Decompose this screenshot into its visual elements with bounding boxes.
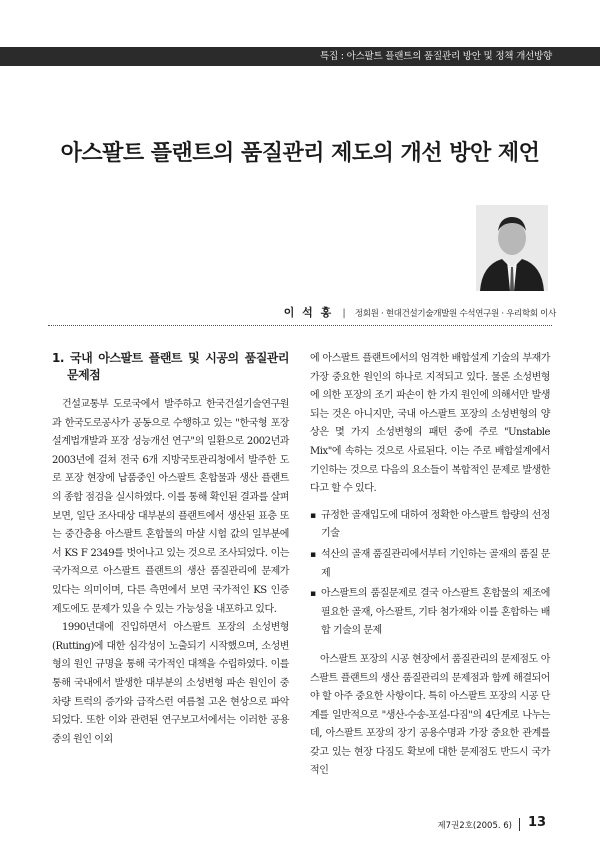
author-separator: | — [342, 308, 346, 319]
author-line — [0, 301, 556, 320]
author-name: 이 석 홍 — [283, 306, 334, 319]
body-paragraph: 1990년대에 진입하면서 아스팔트 포장의 소성변형(Rutting)에 대한 심각성이 노출되기 시작했으며, 소성변형의 원인 규명을 통해 국가적인 대책을 수립하였다. 이를 통해 국내에서 발생한 대부분의 소성변형 파손 원인이 중차량 트럭의 증가와 급작스런 여름철 고온 현상으로 파악되었다. 또한 이와 관련된 연구보고서에서는 이러한 공용중의 원인 이외 — [52, 622, 289, 745]
issue-label: 제7권2호(2005. 6) — [437, 821, 512, 831]
section-label: 특집 : 아스팔트 플랜트의 품질관리 방안 및 정책 개선방향 — [319, 51, 552, 62]
spacer — [310, 499, 550, 507]
body-paragraph: 아스팔트 포장의 시공 현장에서 품질관리의 문제점도 아스팔트 플랜트의 생산 품질관리의 문제점과 함께 해결되어야 할 아주 중요한 사항이다. 특히 아스팔트 포장의 시공 단계를 일반적으로 "생산-수송-포설-다짐"의 4단계로 나누는데, 아스팔트 포장의 장기 공용수명과 가장 중요한 관계를 갖고 있는 현장 다짐도 확보에 대한 문제점도 반드시 국가적인 — [310, 653, 550, 777]
left-column — [52, 350, 289, 749]
bullet-item: ▪ 규정한 골재입도에 대하여 정확한 아스팔트 함량의 선정 기술 — [310, 507, 550, 544]
body-paragraph: 에 아스팔트 플랜트에서의 엄격한 배합설계 기술의 부재가 가장 중요한 원인의 하나로 지적되고 있다. 물론 소성변형에 의한 포장의 조기 파손이 한 가지 원인에 의해서만 발생되는 것은 아니지만, 국내 아스팔트 포장의 소성변형의 양상은 몇 가지 소성변형의 패턴 중에 주로 "Unstable Mix"에 속하는 것으로 사료된다. 이는 주로 배합설계에서 기인하는 것으로 다음의 요소들이 복합적인 문제로 발생한다고 할 수 있다. — [310, 353, 550, 495]
section-header-bar — [0, 47, 600, 66]
author-portrait-icon — [476, 205, 548, 291]
bullet-list — [310, 507, 550, 641]
body-paragraph: 건설교통부 도로국에서 발주하고 한국건설기술연구원과 한국도로공사가 공동으로 수행하고 있는 "한국형 포장설계법개발과 포장 성능개선 연구"의 일환으로 2002년과 2003년에 걸쳐 전국 6개 지방국토관리청에서 발주한 도로 포장 현장에 납품중인 아스팔트 혼합물과 생산 플랜트의 종합 점검을 실시하였다. 이를 통해 확인된 결과를 살펴보면, 일단 조사대상 대부분의 플랜트에서 생산된 표층 또는 중간층용 아스팔트 혼합물의 마샬 시험 값의 일부분에서 KS F 2349를 벗어나고 있는 것으로 조사되었다. 이는 국가적으로 아스팔트 플랜트의 생산 품질관리에 문제가 있다는 의미이며, 다른 측면에서 보면 국가적인 KS 인증제도에도 문제가 있을 수 있는 가능성을 내포하고 있다. — [52, 399, 289, 615]
bullet-item: ▪ 아스팔트의 품질문제로 결국 아스팔트 혼합물의 제조에 필요한 골재, 아스팔트, 기타 첨가재와 이를 혼합하는 배합 기술의 문제 — [310, 585, 550, 641]
article-title: 아스팔트 플랜트의 품질관리 제도의 개선 방안 제언 — [60, 141, 540, 166]
section-heading: 1. 국내 아스팔트 플랜트 및 시공의 품질관리 문제점 — [52, 351, 289, 382]
author-photo — [476, 205, 548, 291]
right-column — [310, 350, 550, 781]
bullet-item: ▪ 석산의 골재 품질관리에서부터 기인하는 골재의 품질 문제 — [310, 546, 550, 583]
author-affiliation: 정회원 · 현대건설기술개발원 수석연구원 · 우리학회 이사 — [354, 309, 556, 319]
footer-divider — [519, 818, 520, 831]
page-number: 13 — [528, 815, 547, 830]
spacer — [310, 643, 550, 651]
dotted-divider — [48, 325, 552, 326]
